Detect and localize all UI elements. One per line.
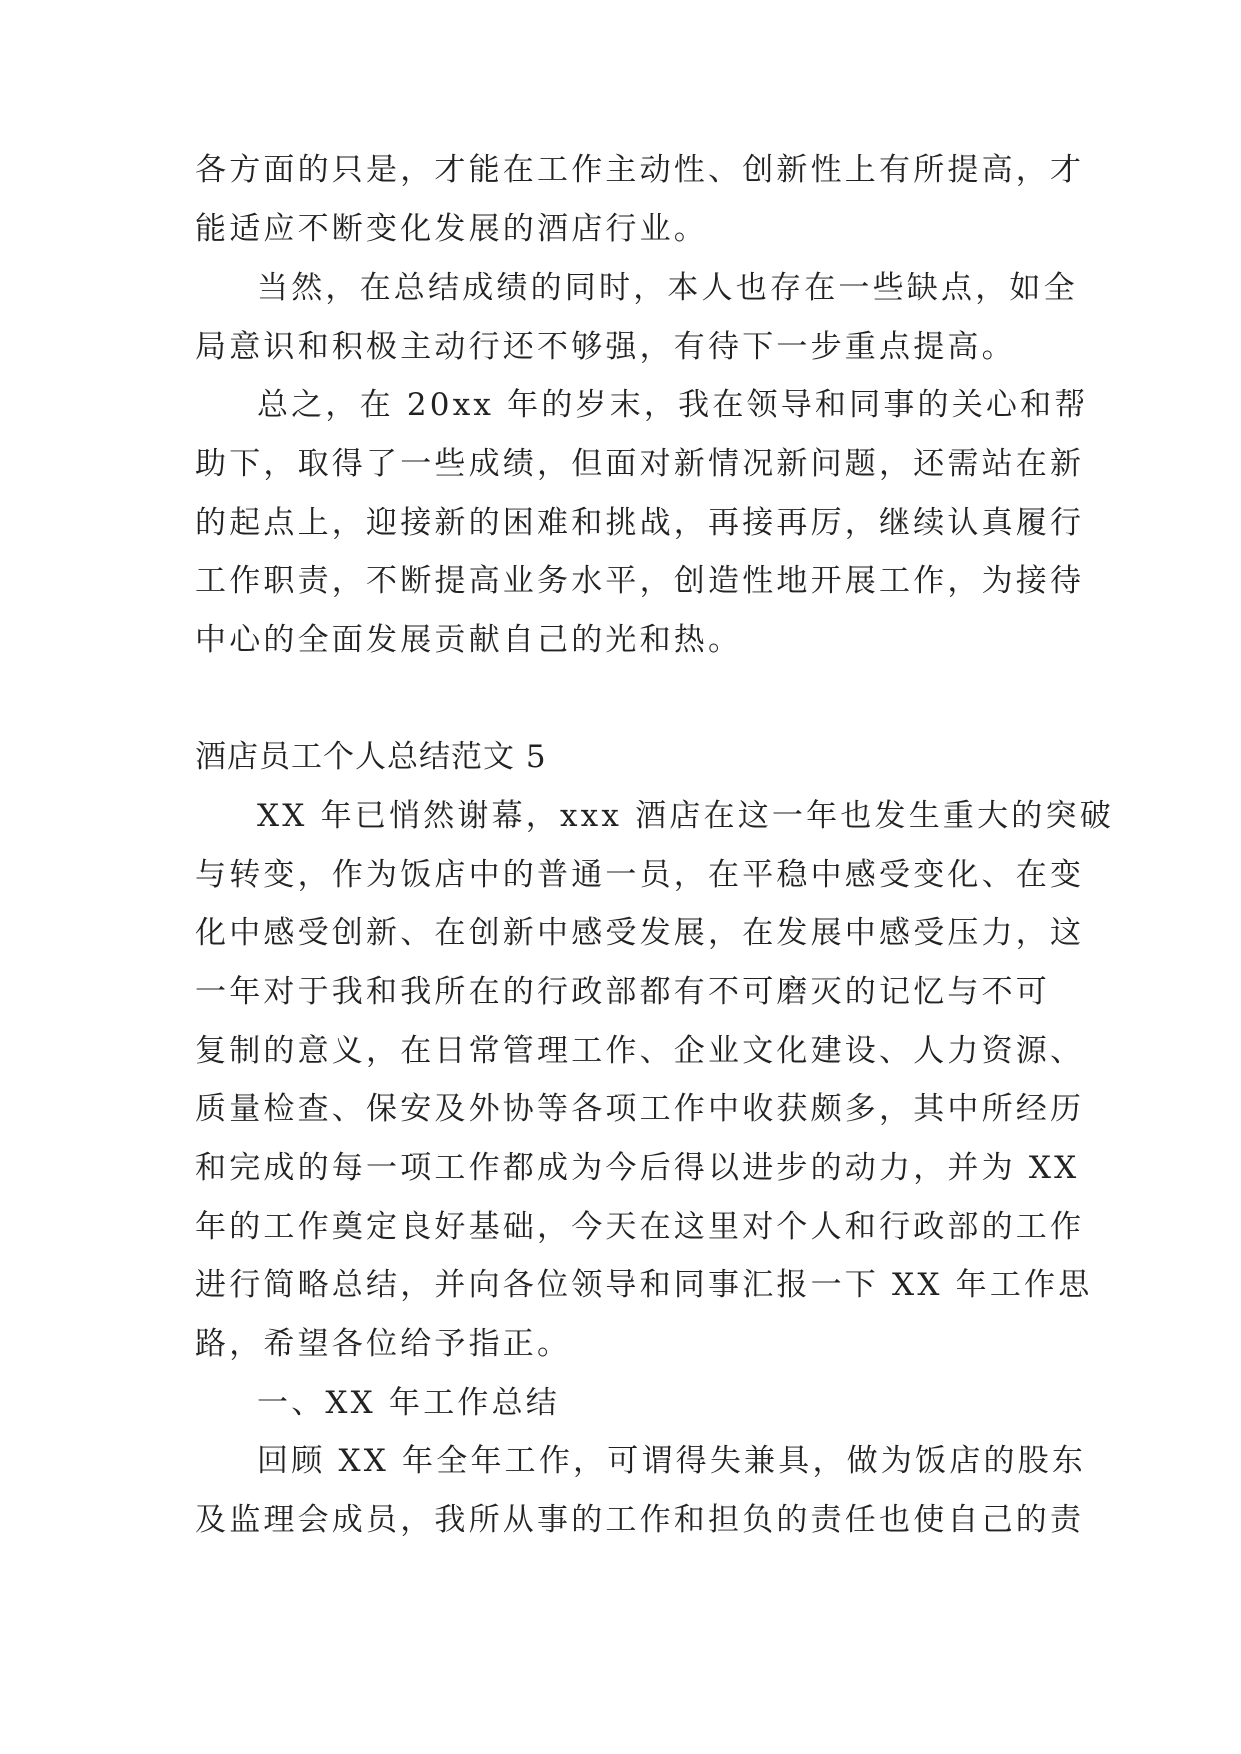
paragraph-line: 与转变，作为饭店中的普通一员，在平稳中感受变化、在变 bbox=[195, 857, 1085, 893]
section-title: 酒店员工个人总结范文 5 bbox=[195, 739, 547, 775]
paragraph-line: 一年对于我和我所在的行政部都有不可磨灭的记忆与不可 bbox=[195, 974, 1050, 1010]
paragraph-line: 质量检查、保安及外协等各项工作中收获颇多，其中所经历 bbox=[195, 1091, 1085, 1127]
paragraph-line: XX 年已悄然谢幕，xxx 酒店在这一年也发生重大的突破 bbox=[257, 798, 1114, 834]
paragraph-line: 年的工作奠定良好基础，今天在这里对个人和行政部的工作 bbox=[195, 1209, 1085, 1245]
paragraph-line: 路，希望各位给予指正。 bbox=[195, 1326, 572, 1362]
paragraph-line: 的起点上，迎接新的困难和挑战，再接再厉，继续认真履行 bbox=[195, 505, 1085, 541]
paragraph-line: 助下，取得了一些成绩，但面对新情况新问题，还需站在新 bbox=[195, 446, 1085, 482]
paragraph-line: 复制的意义，在日常管理工作、企业文化建设、人力资源、 bbox=[195, 1033, 1085, 1069]
paragraph-line: 总之，在 20xx 年的岁末，我在领导和同事的关心和帮 bbox=[257, 387, 1089, 423]
paragraph-line: 局意识和积极主动行还不够强，有待下一步重点提高。 bbox=[195, 329, 1016, 365]
paragraph-line: 进行简略总结，并向各位领导和同事汇报一下 XX 年工作思 bbox=[195, 1267, 1093, 1303]
paragraph-line: 能适应不断变化发展的酒店行业。 bbox=[195, 211, 708, 247]
subsection-title: 一、XX 年工作总结 bbox=[257, 1385, 560, 1421]
paragraph-line: 中心的全面发展贡献自己的光和热。 bbox=[195, 622, 743, 658]
paragraph-line: 及监理会成员，我所从事的工作和担负的责任也使自己的责 bbox=[195, 1502, 1085, 1538]
paragraph-line: 各方面的只是，才能在工作主动性、创新性上有所提高，才 bbox=[195, 152, 1085, 188]
paragraph-line: 和完成的每一项工作都成为今后得以进步的动力，并为 XX bbox=[195, 1150, 1080, 1186]
paragraph-line: 工作职责，不断提高业务水平，创造性地开展工作，为接待 bbox=[195, 563, 1085, 599]
paragraph-line: 回顾 XX 年全年工作，可谓得失兼具，做为饭店的股东 bbox=[257, 1443, 1087, 1479]
paragraph-line: 化中感受创新、在创新中感受发展，在发展中感受压力，这 bbox=[195, 915, 1085, 951]
paragraph-line: 当然，在总结成绩的同时，本人也存在一些缺点，如全 bbox=[257, 270, 1078, 306]
